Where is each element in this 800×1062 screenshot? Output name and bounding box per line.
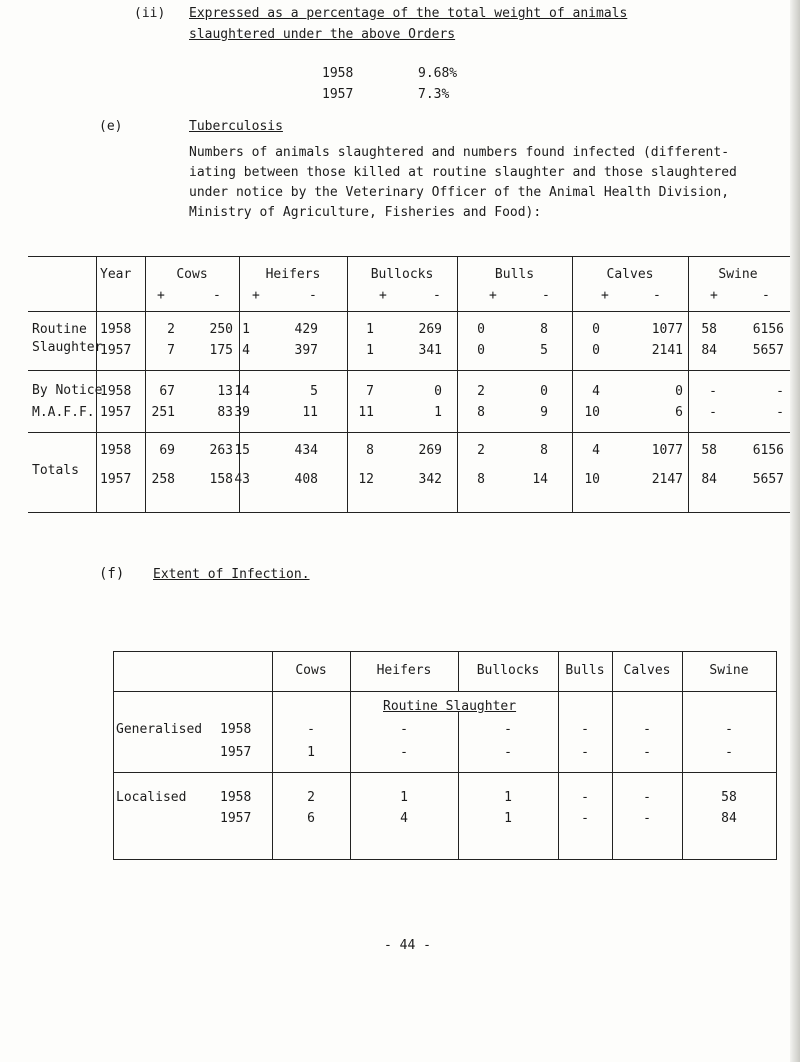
table1-value-cell: 12 — [358, 472, 374, 487]
heifers-minus: - — [309, 288, 317, 303]
table1-value-cell: 0 — [592, 322, 600, 337]
table1-value-cell: 14 — [532, 472, 548, 487]
table2-value-cell: - — [581, 790, 589, 805]
table1-header-swine: Swine — [718, 267, 758, 282]
table1-value-cell: 0 — [540, 384, 548, 399]
table1-value-cell: 58 — [701, 322, 717, 337]
table1-year-cell: 1957 — [100, 405, 132, 420]
section-ii-heading-line1: Expressed as a percentage of the total weight of animals — [189, 6, 628, 21]
section-e-para-line4: Ministry of Agriculture, Fisheries and Food): — [189, 205, 542, 220]
table1-value-cell: 84 — [701, 472, 717, 487]
table2-year-cell: 1957 — [220, 811, 252, 826]
table2-year-cell: 1957 — [220, 745, 252, 760]
table2-header-calves: Calves — [623, 663, 671, 678]
table1-header-cows: Cows — [176, 267, 208, 282]
section-f-title: Extent of Infection. — [153, 567, 310, 582]
table2-year-cell: 1958 — [220, 722, 252, 737]
page-edge-shadow — [790, 0, 800, 1062]
table1-value-cell: 43 — [234, 472, 250, 487]
cows-plus: + — [157, 288, 165, 303]
heifers-plus: + — [252, 288, 260, 303]
table1-header-heifers: Heifers — [265, 267, 321, 282]
table2-value-cell: 84 — [721, 811, 737, 826]
table1-value-cell: 8 — [477, 472, 485, 487]
table1-value-cell: 175 — [209, 343, 233, 358]
calves-plus: + — [601, 288, 609, 303]
table1-value-cell: 251 — [151, 405, 175, 420]
table1-value-cell: 5657 — [752, 472, 784, 487]
table1-value-cell: 11 — [358, 405, 374, 420]
table1-value-cell: 13 — [217, 384, 233, 399]
table2-value-cell: 1 — [504, 811, 512, 826]
table2-value-cell: - — [504, 722, 512, 737]
table1-value-cell: 429 — [294, 322, 318, 337]
table1-value-cell: 8 — [366, 443, 374, 458]
table1-value-cell: 2147 — [651, 472, 683, 487]
swine-minus: - — [762, 288, 770, 303]
table1-value-cell: 67 — [159, 384, 175, 399]
table1-value-cell: 1077 — [651, 443, 683, 458]
table1-value-cell: - — [709, 384, 717, 399]
table1-value-cell: 15 — [234, 443, 250, 458]
table1-year-cell: 1958 — [100, 322, 132, 337]
table1-value-cell: - — [776, 405, 784, 420]
table1-year-cell: 1958 — [100, 443, 132, 458]
group-notice-label-1: By Notice — [32, 383, 103, 398]
table1-value-cell: 1077 — [651, 322, 683, 337]
table1-value-cell: 342 — [418, 472, 442, 487]
percent-year-1957: 1957 — [322, 87, 354, 102]
section-e-para-line2: iating between those killed at routine slaughter and those slaughtered — [189, 165, 737, 180]
table2-header-bullocks: Bullocks — [476, 663, 540, 678]
bulls-plus: + — [489, 288, 497, 303]
table1-value-cell: 6156 — [752, 443, 784, 458]
section-e-para-line1: Numbers of animals slaughtered and numbers found infected (different- — [189, 145, 730, 160]
table1-value-cell: 263 — [209, 443, 233, 458]
table1-value-cell: 5657 — [752, 343, 784, 358]
table1-value-cell: 6 — [675, 405, 683, 420]
cows-minus: - — [213, 288, 221, 303]
table1-value-cell: 11 — [302, 405, 318, 420]
table2-value-cell: - — [307, 722, 315, 737]
table2-value-cell: - — [400, 722, 408, 737]
table1-header-bullocks: Bullocks — [370, 267, 434, 282]
table1-value-cell: 250 — [209, 322, 233, 337]
table1-header-year: Year — [100, 267, 132, 282]
table1-value-cell: 83 — [217, 405, 233, 420]
bulls-minus: - — [542, 288, 550, 303]
table2-value-cell: - — [643, 790, 651, 805]
table1-value-cell: 8 — [540, 443, 548, 458]
percent-year-1958: 1958 — [322, 66, 354, 81]
section-e-para-line3: under notice by the Veterinary Officer of the Animal Health Division, — [189, 185, 730, 200]
table1-value-cell: 1 — [366, 343, 374, 358]
table2-value-cell: - — [725, 722, 733, 737]
table1-value-cell: 2 — [477, 384, 485, 399]
table1-value-cell: 39 — [234, 405, 250, 420]
table1-value-cell: 0 — [434, 384, 442, 399]
table1-value-cell: 58 — [701, 443, 717, 458]
table2-value-cell: - — [643, 745, 651, 760]
table1-value-cell: 7 — [167, 343, 175, 358]
table1-value-cell: 1 — [242, 322, 250, 337]
table1-value-cell: 6156 — [752, 322, 784, 337]
table2-value-cell: - — [643, 811, 651, 826]
section-f-label: (f) — [99, 566, 125, 582]
table1-value-cell: 158 — [209, 472, 233, 487]
table1-value-cell: 9 — [540, 405, 548, 420]
table1-year-cell: 1958 — [100, 384, 132, 399]
table2-value-cell: - — [581, 745, 589, 760]
table2-header-swine: Swine — [709, 663, 749, 678]
table2-subheader-routine-slaughter: Routine Slaughter — [383, 699, 517, 714]
table1-value-cell: 84 — [701, 343, 717, 358]
table1-year-cell: 1957 — [100, 343, 132, 358]
table2-header-cows: Cows — [295, 663, 327, 678]
table1-value-cell: 1 — [366, 322, 374, 337]
section-e-label: (e) — [99, 119, 123, 134]
table1-value-cell: 10 — [584, 405, 600, 420]
swine-plus: + — [710, 288, 718, 303]
bullocks-plus: + — [379, 288, 387, 303]
bullocks-minus: - — [433, 288, 441, 303]
table1-value-cell: 434 — [294, 443, 318, 458]
table2-value-cell: - — [504, 745, 512, 760]
section-e-title: Tuberculosis — [189, 119, 283, 134]
table2-header-bulls: Bulls — [565, 663, 605, 678]
table1-header-bulls: Bulls — [494, 267, 535, 282]
section-ii-heading-line2: slaughtered under the above Orders — [189, 27, 456, 42]
table2-value-cell: - — [643, 722, 651, 737]
table2-value-cell: - — [400, 745, 408, 760]
table1-value-cell: 10 — [584, 472, 600, 487]
table1-value-cell: 397 — [294, 343, 318, 358]
group-routine-label-1: Routine — [32, 322, 87, 337]
table1-value-cell: 269 — [418, 322, 442, 337]
table2-value-cell: 1 — [307, 745, 315, 760]
table1-value-cell: 69 — [159, 443, 175, 458]
percent-value-1958: 9.68% — [418, 66, 458, 81]
table1-value-cell: 269 — [418, 443, 442, 458]
table1-value-cell: 0 — [592, 343, 600, 358]
table1-value-cell: 14 — [234, 384, 250, 399]
table2-value-cell: 1 — [400, 790, 408, 805]
table2-value-cell: 1 — [504, 790, 512, 805]
table1-value-cell: 8 — [540, 322, 548, 337]
table1-value-cell: 0 — [477, 322, 485, 337]
table1-value-cell: 408 — [294, 472, 318, 487]
table1-value-cell: 7 — [366, 384, 374, 399]
table1-value-cell: 2 — [167, 322, 175, 337]
table2-value-cell: - — [581, 722, 589, 737]
table1-value-cell: 2141 — [651, 343, 683, 358]
table2-value-cell: 58 — [721, 790, 737, 805]
table1-value-cell: 5 — [310, 384, 318, 399]
table1-value-cell: 1 — [434, 405, 442, 420]
table1-value-cell: - — [709, 405, 717, 420]
table1-value-cell: 0 — [477, 343, 485, 358]
table1-header-calves: Calves — [606, 267, 654, 282]
table2-year-cell: 1958 — [220, 790, 252, 805]
table2-row-localised-label: Localised — [116, 790, 187, 805]
table2-value-cell: - — [725, 745, 733, 760]
table1-value-cell: 0 — [675, 384, 683, 399]
table1-value-cell: 5 — [540, 343, 548, 358]
page-number: - 44 - — [384, 938, 431, 953]
table2-row-generalised-label: Generalised — [116, 722, 203, 737]
table1-value-cell: 4 — [592, 443, 600, 458]
table1-value-cell: 2 — [477, 443, 485, 458]
calves-minus: - — [653, 288, 661, 303]
table1-value-cell: 4 — [242, 343, 250, 358]
group-totals-label: Totals — [32, 463, 79, 478]
table1-value-cell: - — [776, 384, 784, 399]
table2-value-cell: 6 — [307, 811, 315, 826]
percent-value-1957: 7.3% — [418, 87, 450, 102]
group-routine-label-2: Slaughter — [32, 340, 103, 355]
table2-value-cell: - — [581, 811, 589, 826]
table2-value-cell: 2 — [307, 790, 315, 805]
table2-header-heifers: Heifers — [376, 663, 432, 678]
table2-value-cell: 4 — [400, 811, 408, 826]
group-notice-label-2: M.A.F.F. — [32, 405, 95, 420]
table1-value-cell: 341 — [418, 343, 442, 358]
table1-year-cell: 1957 — [100, 472, 132, 487]
table1-value-cell: 4 — [592, 384, 600, 399]
section-ii-label: (ii) — [134, 6, 166, 21]
table1-value-cell: 8 — [477, 405, 485, 420]
table1-value-cell: 258 — [151, 472, 175, 487]
